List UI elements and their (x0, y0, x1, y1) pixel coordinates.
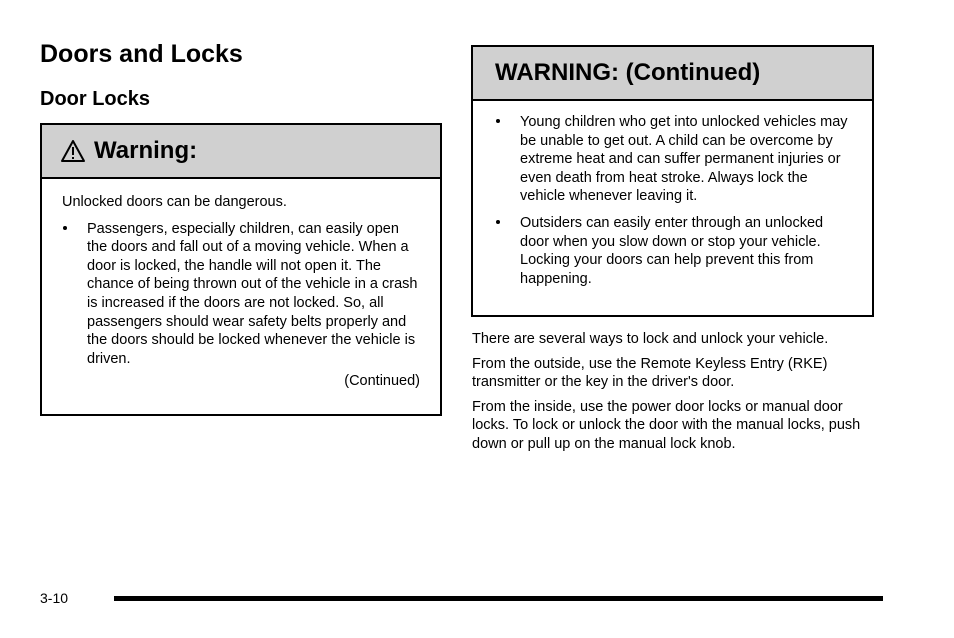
warning-box (40, 123, 442, 416)
warning-body (473, 101, 872, 288)
list-item-text: Passengers, especially children, can easily open the doors and fall out of a moving vehicle. When a door is locked, the handle will not open it. The chance of being thrown out of the vehicle in a crash is increased if the doors are not locked. So, all passengers should wear safety belts properly and the doors should be locked whenever the vehicle is driven. (87, 220, 418, 367)
list-item-text: Outsiders can easily enter through an unlocked door when you slow down or stop your vehicle. Locking your doors can help prevent this from happening. (520, 214, 824, 287)
bullet-icon (62, 220, 87, 369)
warning-header-label: Warning: (94, 137, 198, 164)
list-item (62, 220, 420, 369)
warning-triangle-icon (60, 139, 86, 163)
footer-rule (114, 596, 883, 601)
warning-box-continued (471, 45, 874, 317)
page-title: Doors and Locks (40, 40, 243, 68)
list-item (495, 113, 850, 206)
warning-intro: Unlocked doors can be dangerous. (62, 194, 287, 210)
body-paragraph: There are several ways to lock and unlock your vehicle. (472, 331, 829, 347)
list-item (495, 214, 850, 288)
warning-header: WARNING: (Continued) (473, 47, 872, 101)
continued-note: (Continued) (344, 373, 420, 390)
bullet-icon (495, 214, 520, 288)
warning-body (42, 179, 440, 391)
bullet-icon (495, 113, 520, 206)
body-paragraph: From the inside, use the power door locks or manual door locks. To lock or unlock the door with the manual locks, push down or pull up on the manual lock knob. (472, 399, 861, 452)
body-paragraph: From the outside, use the Remote Keyless Entry (RKE) transmitter or the key in the driver's door. (472, 356, 828, 391)
page-number: 3-10 (40, 590, 69, 606)
warning-header (42, 125, 440, 179)
section-title: Door Locks (40, 88, 151, 110)
list-item-text: Young children who get into unlocked vehicles may be unable to get out. A child can be overcome by extreme heat and can suffer permanent injuries or even death from heat stroke. Always lock the vehicle whenever leaving it. (520, 114, 848, 205)
